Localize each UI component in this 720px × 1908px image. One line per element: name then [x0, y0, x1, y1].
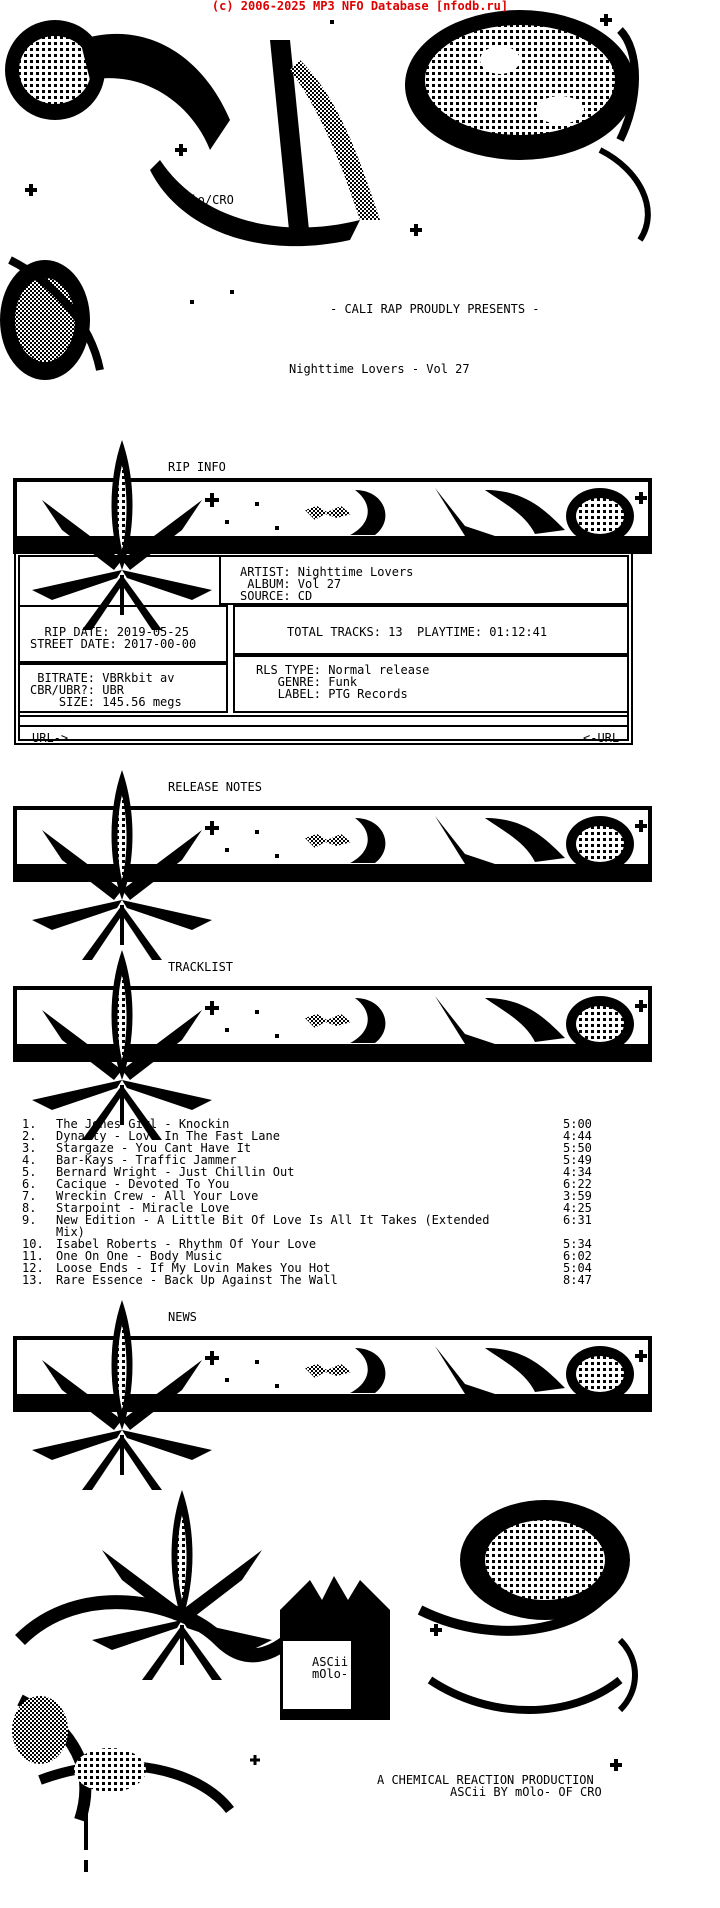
url-right[interactable]: <-URL: [583, 731, 620, 745]
track-title: New Edition - A Little Bit Of Love Is All It Takes (Extended: [56, 1213, 490, 1227]
track-time: 5:50: [563, 1141, 592, 1155]
track-number: 9.: [22, 1213, 37, 1227]
track-number: 3.: [22, 1141, 37, 1155]
rip-bitrate: BITRATE: VBRkbit av: [30, 671, 175, 685]
street-date: STREET DATE: 2017-00-00: [30, 637, 197, 651]
footer-credit: ASCii BY mOlo- OF CRO: [450, 1785, 602, 1799]
banner-rip-info: [15, 480, 650, 552]
track-time: 4:34: [563, 1165, 592, 1179]
track-time: 5:00: [563, 1117, 592, 1131]
track-time: 4:44: [563, 1129, 592, 1143]
banner-release-notes: [15, 808, 650, 880]
rls-label: LABEL: PTG Records: [256, 687, 408, 701]
track-number: 13.: [22, 1273, 44, 1287]
release-title: Nighttime Lovers - Vol 27: [289, 362, 470, 376]
section-title-tracklist: TRACKLIST: [168, 960, 234, 974]
track-title: Wreckin Crew - All Your Love: [56, 1189, 259, 1203]
track-number: 10.: [22, 1237, 44, 1251]
track-title-continued: Mix): [56, 1225, 85, 1239]
rip-date: RIP DATE: 2019-05-25: [30, 625, 189, 639]
track-number: 12.: [22, 1261, 44, 1275]
section-title-rip-info: RIP INFO: [168, 460, 226, 474]
track-time: 5:34: [563, 1237, 592, 1251]
track-number: 1.: [22, 1117, 37, 1131]
footer-art: [12, 1490, 635, 1872]
track-time: 6:31: [563, 1213, 592, 1227]
track-number: 8.: [22, 1201, 37, 1215]
track-number: 2.: [22, 1129, 37, 1143]
footer-ascii-label: ASCii: [312, 1655, 349, 1669]
track-title: The Jones Girl - Knockin: [56, 1117, 230, 1131]
logo-art: [0, 10, 648, 380]
rip-artist: ARTIST: Nighttime Lovers: [240, 565, 414, 579]
track-number: 4.: [22, 1153, 37, 1167]
footer-molo-label: mOlo-: [312, 1667, 349, 1681]
track-row: [22, 1213, 490, 1227]
footer-production: A CHEMICAL REACTION PRODUCTION: [377, 1773, 594, 1787]
page-header[interactable]: (c) 2006-2025 MP3 NFO Database [nfodb.ru]: [211, 0, 509, 13]
track-title: Loose Ends - If My Lovin Makes You Hot: [56, 1261, 331, 1275]
banner-news: [15, 1338, 650, 1410]
track-title: Dynasty - Love In The Fast Lane: [56, 1129, 280, 1143]
track-title: Bar-Kays - Traffic Jammer: [56, 1153, 237, 1167]
rls-genre: GENRE: Funk: [256, 675, 358, 689]
presents-line: - CALI RAP PROUDLY PRESENTS -: [330, 302, 540, 316]
banner-tracklist: [15, 988, 650, 1060]
rip-size: SIZE: 145.56 megs: [30, 695, 182, 709]
track-title: Bernard Wright - Just Chillin Out: [56, 1165, 295, 1179]
track-time: 3:59: [563, 1189, 592, 1203]
rip-source: SOURCE: CD: [240, 589, 313, 603]
track-number: 5.: [22, 1165, 37, 1179]
track-number: 11.: [22, 1249, 44, 1263]
track-title: Stargaze - You Cant Have It: [56, 1141, 252, 1155]
rip-album: ALBUM: Vol 27: [240, 577, 342, 591]
track-row: [22, 1273, 338, 1287]
logo-credit: mOlo/CRO: [176, 193, 234, 207]
track-title: Isabel Roberts - Rhythm Of Your Love: [56, 1237, 317, 1251]
track-number: 7.: [22, 1189, 37, 1203]
track-time: 8:47: [563, 1273, 592, 1287]
track-title: Rare Essence - Back Up Against The Wall: [56, 1273, 338, 1287]
section-title-news: NEWS: [168, 1310, 197, 1324]
total-tracks-playtime: TOTAL TRACKS: 13 PLAYTIME: 01:12:41: [287, 625, 548, 639]
track-title: Starpoint - Miracle Love: [56, 1201, 230, 1215]
rls-type: RLS TYPE: Normal release: [256, 663, 430, 677]
track-time: 6:22: [563, 1177, 592, 1191]
track-title: Cacique - Devoted To You: [56, 1177, 230, 1191]
section-title-release-notes: RELEASE NOTES: [168, 780, 262, 794]
track-number: 6.: [22, 1177, 37, 1191]
track-time: 5:04: [563, 1261, 592, 1275]
url-left[interactable]: URL->: [32, 731, 69, 745]
track-time: 4:25: [563, 1201, 592, 1215]
track-title: One On One - Body Music: [56, 1249, 223, 1263]
track-time: 6:02: [563, 1249, 592, 1263]
rip-cbr: CBR/UBR?: UBR: [30, 683, 124, 697]
track-time: 5:49: [563, 1153, 592, 1167]
